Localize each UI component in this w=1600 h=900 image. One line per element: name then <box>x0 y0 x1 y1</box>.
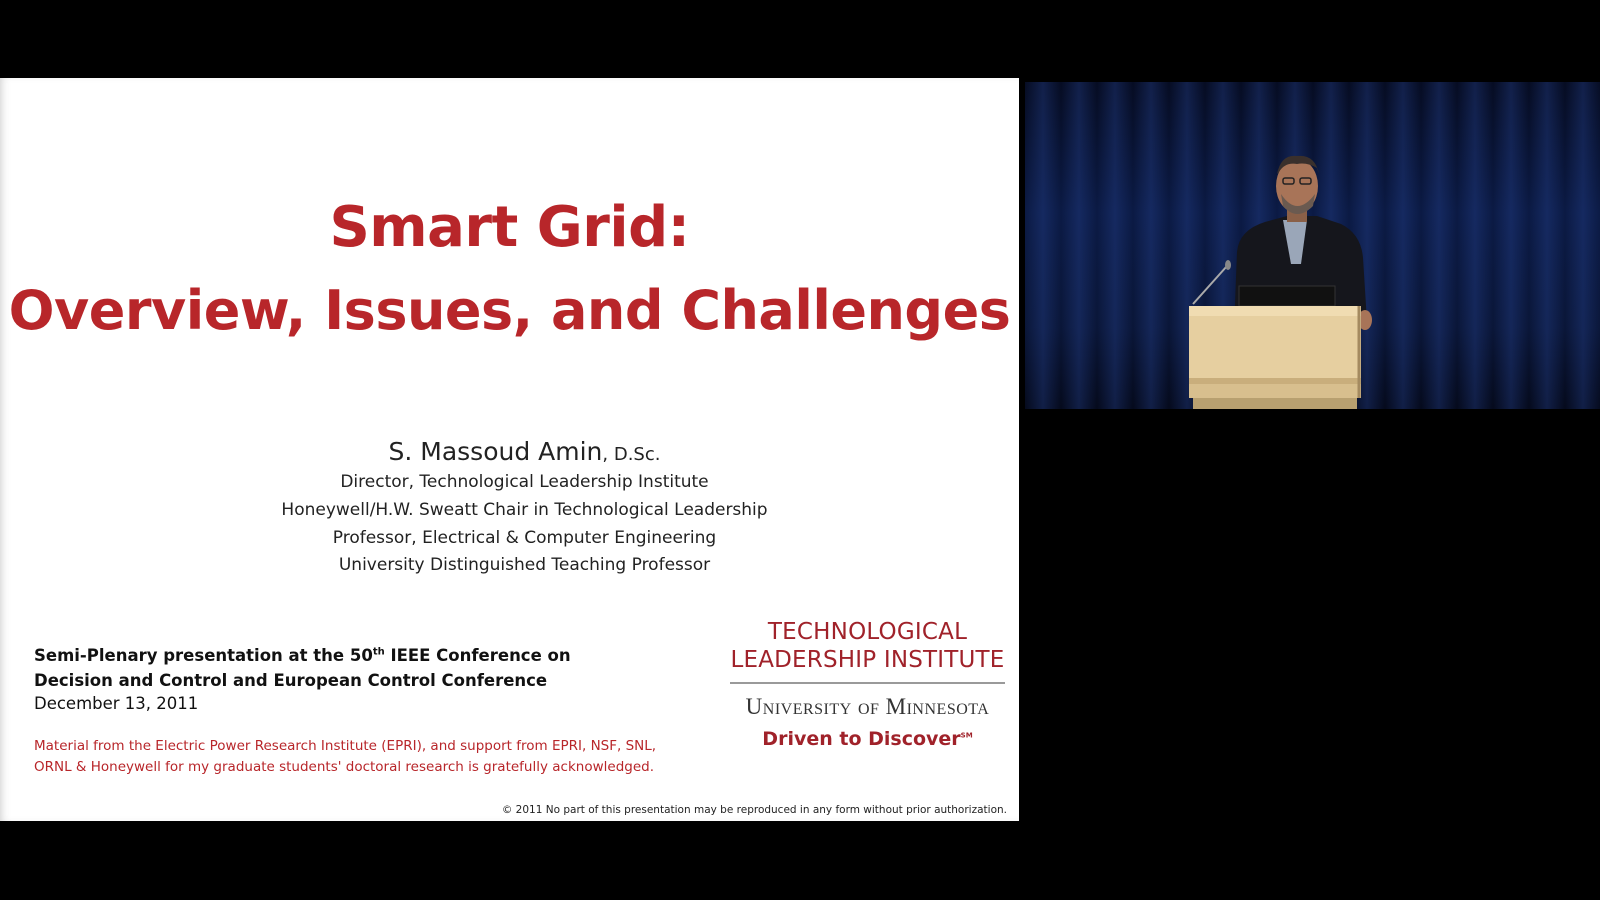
author-role-4: University Distinguished Teaching Professor <box>338 555 711 575</box>
author-name-text: S. Massoud Amin <box>388 437 603 466</box>
venue-text-post: IEEE Conference on Decision and Control and European Control Conference <box>34 646 571 690</box>
logo-line1: TECHNOLOGICAL <box>767 619 968 645</box>
presentation-date: December 13, 2011 <box>34 694 199 713</box>
author-name <box>0 437 1019 466</box>
venue-ordinal-suffix: th <box>372 646 385 658</box>
speaker-at-podium-image <box>1025 82 1600 409</box>
tagline-text: Driven to Discover <box>762 728 961 750</box>
slide-title-line1: Smart Grid: <box>329 195 690 260</box>
slide-title-line2: Overview, Issues, and Challenges <box>8 279 1011 342</box>
author-role-3: Professor, Electrical & Computer Engineering <box>332 528 717 548</box>
institute-logo <box>730 618 1005 750</box>
presentation-slide <box>0 78 1019 821</box>
university-name: University of Minnesota <box>745 694 990 719</box>
author-degree: , D.Sc. <box>602 444 661 465</box>
speaker-video-feed <box>1025 82 1600 409</box>
university-tagline <box>730 728 1005 750</box>
logo-line2: LEADERSHIP INSTITUTE <box>730 647 1005 673</box>
author-role-1: Director, Technological Leadership Institute <box>340 472 709 492</box>
logo-divider <box>730 682 1005 684</box>
author-role-2: Honeywell/H.W. Sweatt Chair in Technological Leadership <box>281 500 768 520</box>
tagline-mark: SM <box>960 731 973 740</box>
copyright-notice: © 2011 No part of this presentation may be reproduced in any form without prior authorization. <box>501 804 1007 816</box>
venue-text-pre: Semi-Plenary presentation at the 50 <box>34 646 373 665</box>
acknowledgment-text: Material from the Electric Power Research Institute (EPRI), and support from EPRI, NSF, SNL, ORNL & Honeywell for my graduate students' doctoral research is gratefully acknowledged. <box>34 738 657 775</box>
venue-text <box>34 643 654 693</box>
